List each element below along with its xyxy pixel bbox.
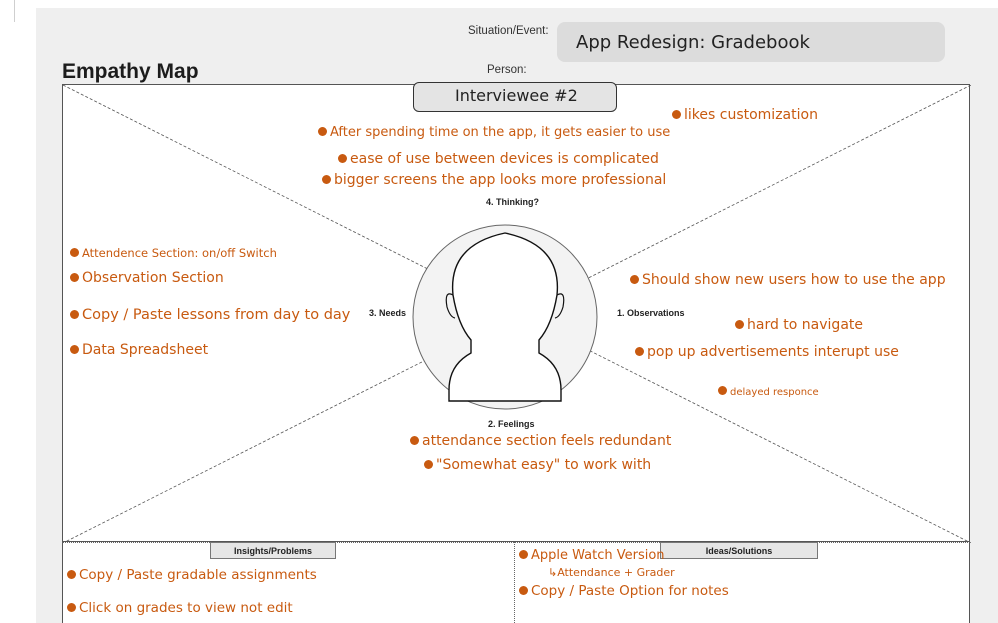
- sticky-note: ease of use between devices is complicated: [338, 151, 659, 167]
- sticky-note: Should show new users how to use the app: [630, 272, 946, 288]
- sticky-note: likes customization: [672, 107, 818, 123]
- thinking-label: 4. Thinking?: [486, 197, 539, 207]
- insights-label: Insights/Problems: [210, 542, 336, 559]
- sticky-note: attendance section feels redundant: [410, 433, 671, 449]
- sticky-note: After spending time on the app, it gets easier to use: [318, 125, 670, 140]
- needs-label: 3. Needs: [369, 308, 407, 318]
- situation-value: App Redesign: Gradebook: [576, 32, 810, 53]
- sticky-note: bigger screens the app looks more professional: [322, 172, 666, 188]
- ideas-label: Ideas/Solutions: [660, 542, 818, 559]
- sticky-note: "Somewhat easy" to work with: [424, 457, 651, 473]
- window-edge: [0, 0, 15, 22]
- person-label: Person:: [487, 64, 527, 76]
- sticky-note: Copy / Paste gradable assignments: [67, 567, 317, 583]
- sticky-note: Click on grades to view not edit: [67, 600, 293, 616]
- feelings-label: 2. Feelings: [488, 419, 535, 429]
- observations-label: 1. Observations: [617, 308, 685, 318]
- sticky-note: ↳Attendance + Grader: [548, 566, 675, 579]
- sticky-note: Attendence Section: on/off Switch: [70, 246, 277, 260]
- sticky-note: Copy / Paste lessons from day to day: [70, 307, 350, 323]
- sticky-note: pop up advertisements interupt use: [635, 344, 899, 360]
- sticky-note: Copy / Paste Option for notes: [519, 583, 729, 599]
- sticky-note: Apple Watch Version: [519, 548, 665, 563]
- sticky-note: hard to navigate: [735, 317, 863, 333]
- sticky-note: Data Spreadsheet: [70, 342, 208, 358]
- person-value: Interviewee #2: [455, 86, 578, 105]
- sticky-note: delayed responce: [718, 386, 819, 398]
- page-title: Empathy Map: [62, 60, 199, 83]
- situation-label: Situation/Event:: [468, 25, 549, 37]
- bottom-divider: [514, 542, 515, 623]
- sticky-note: Observation Section: [70, 270, 224, 286]
